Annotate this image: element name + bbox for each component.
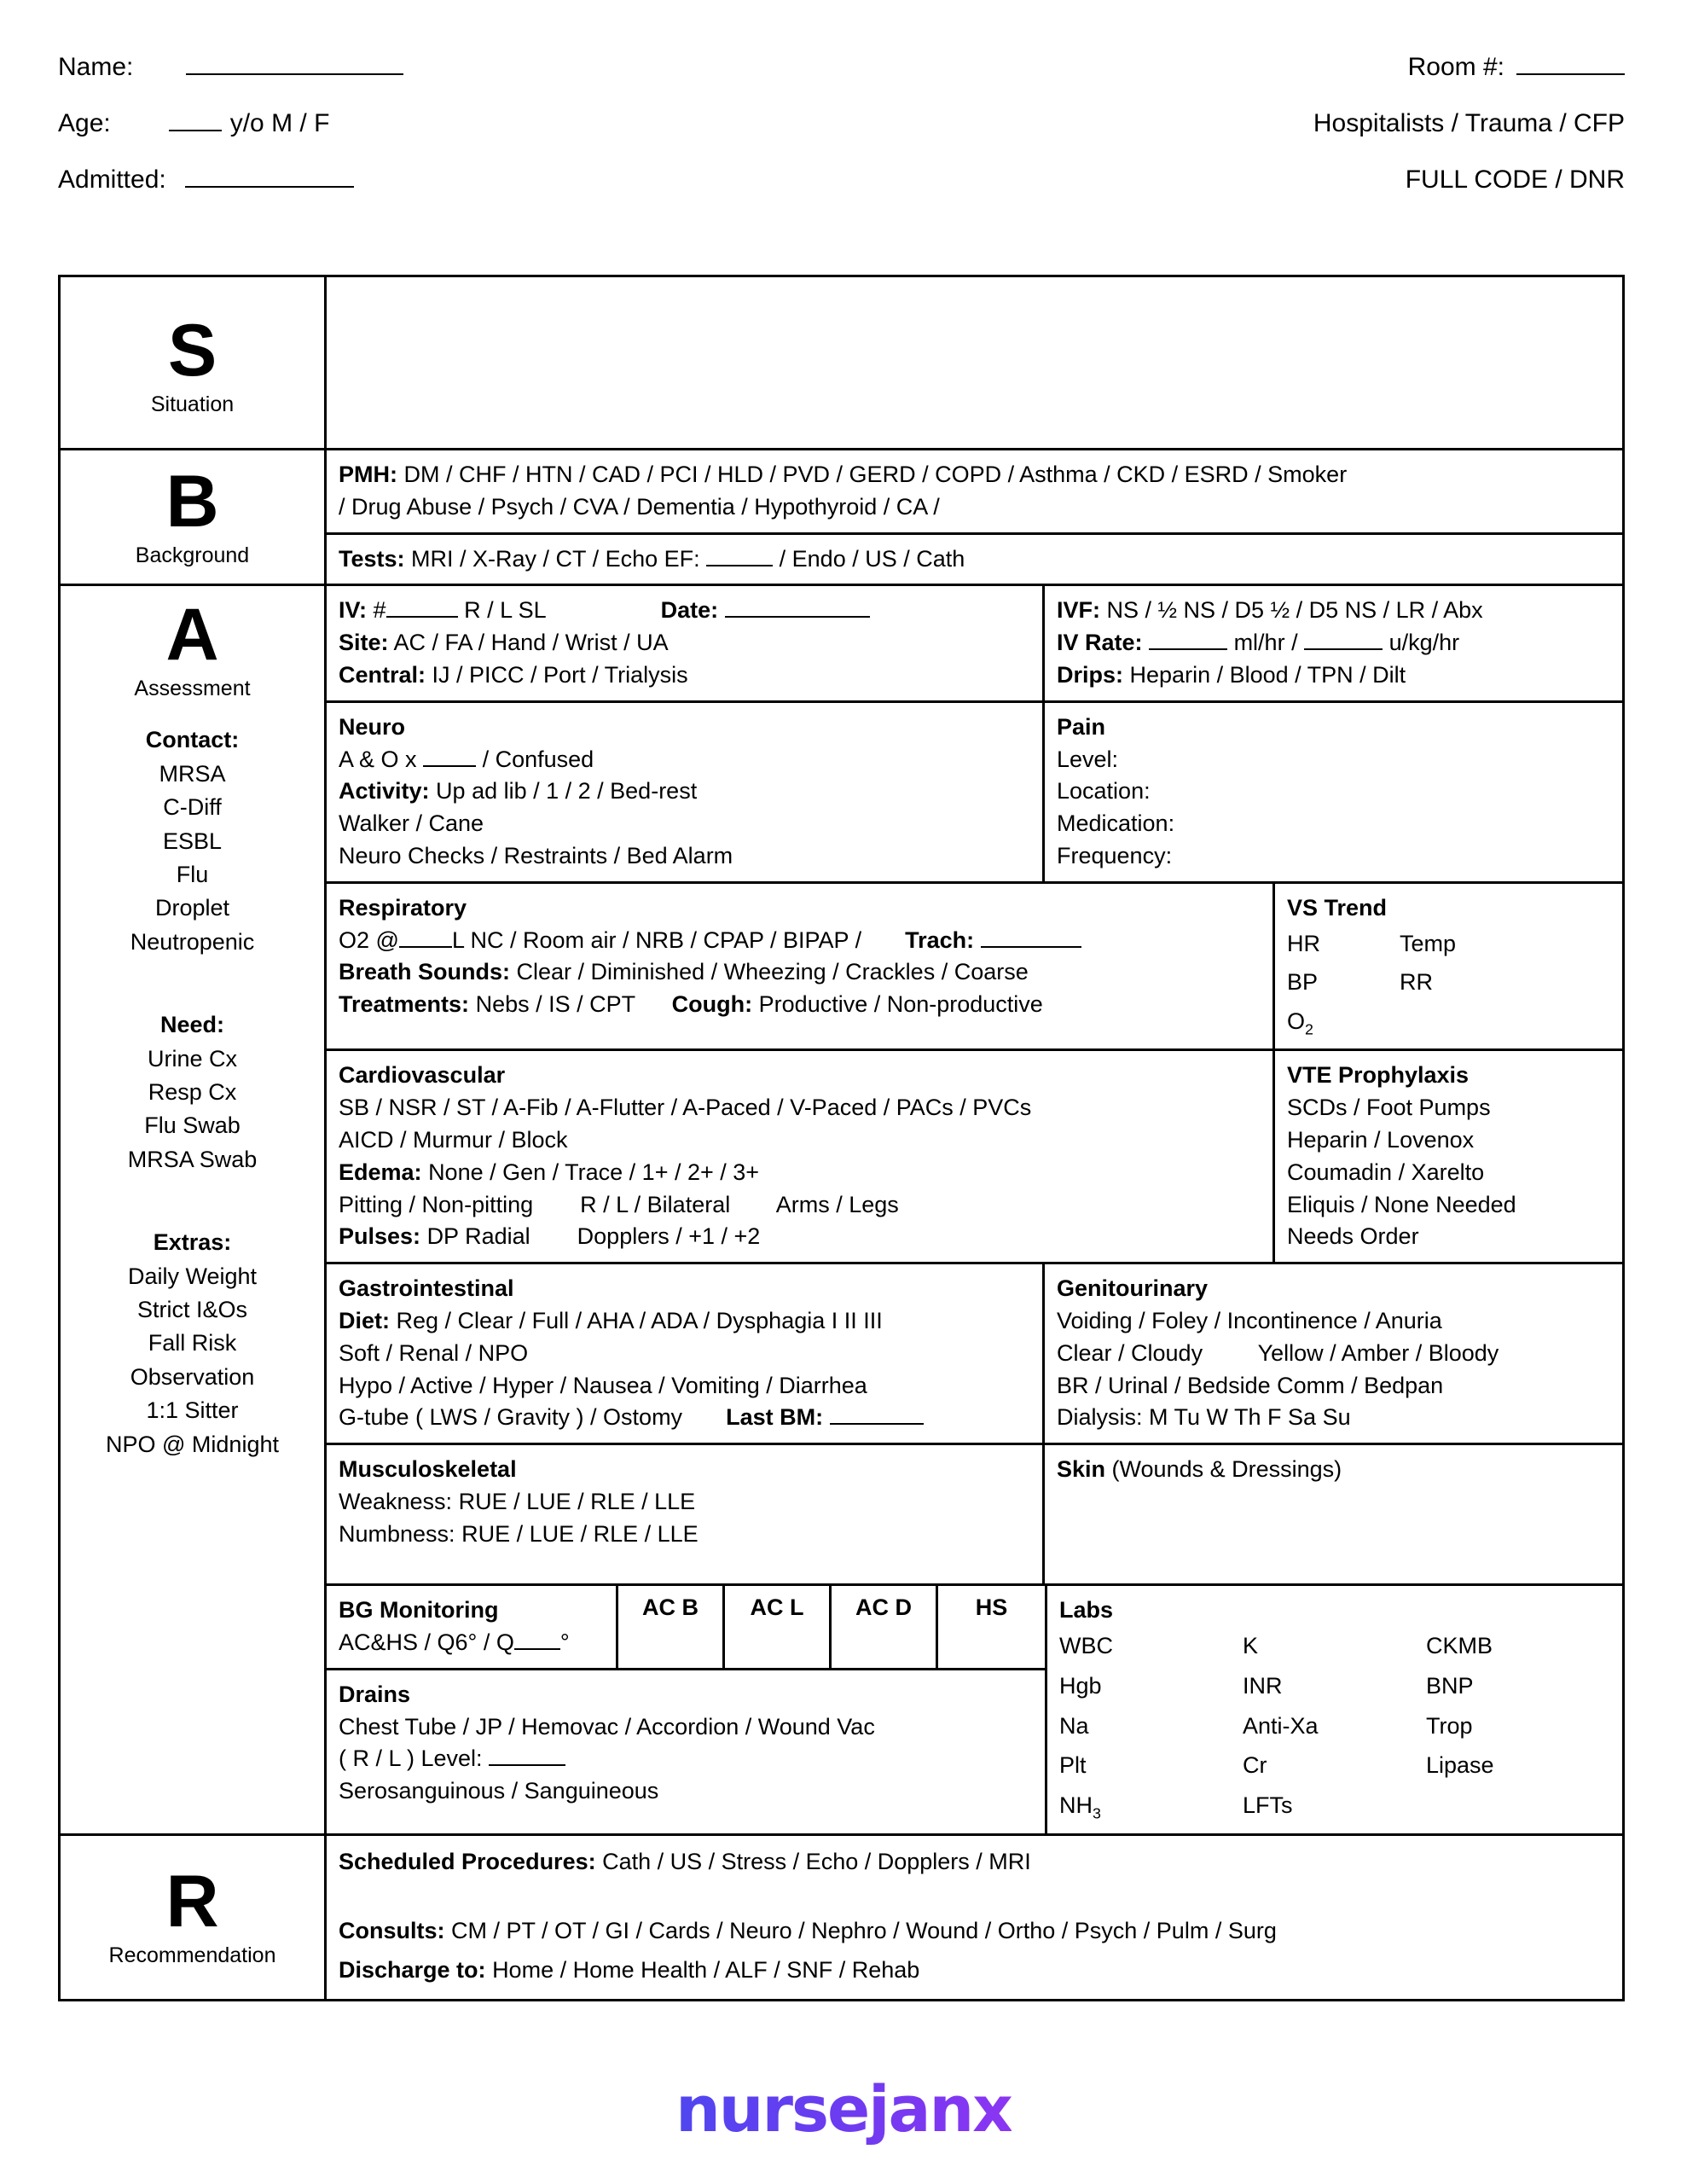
ao-input[interactable]: [423, 745, 476, 767]
pain-heading: Pain: [1057, 713, 1106, 740]
neuro-cell[interactable]: [327, 703, 1045, 881]
header-row-admitted: [58, 162, 1625, 218]
diet-label: Diet:: [339, 1308, 390, 1334]
bg-drains-column: [327, 1586, 1047, 1833]
need-list: [128, 1008, 258, 1176]
edema-options[interactable]: None / Gen / Trace / 1+ / 2+ / 3+: [428, 1159, 760, 1185]
pain-cell[interactable]: [1045, 703, 1622, 881]
drain-type-options[interactable]: Chest Tube / JP / Hemovac / Accordion / Wound Vac: [339, 1713, 875, 1740]
background-body: [327, 450, 1622, 584]
cv-rhythm-options[interactable]: SB / NSR / ST / A-Fib / A-Flutter / A-Paced / V-Paced / PACs / PVCs: [339, 1095, 1032, 1121]
ao-suffix[interactable]: / Confused: [482, 746, 594, 772]
scheduled-procedures-options[interactable]: Cath / US / Stress / Echo / Dopplers / MRI: [602, 1848, 1031, 1874]
code-status[interactable]: FULL CODE / DNR: [1405, 166, 1625, 194]
weakness-label: Weakness:: [339, 1489, 453, 1515]
lab-na[interactable]: Na: [1059, 1712, 1089, 1739]
room-input[interactable]: [1516, 49, 1625, 75]
consults-options[interactable]: CM / PT / OT / GI / Cards / Neuro / Nephro / Wound / Ortho / Psych / Pulm / Surg: [451, 1918, 1277, 1944]
genitourinary-cell[interactable]: [1045, 1264, 1622, 1443]
vte-heading: VTE Prophylaxis: [1287, 1062, 1470, 1089]
bg-schedule-suffix: °: [559, 1629, 570, 1656]
recommendation-band: [61, 1836, 1622, 1999]
contact-precautions-list: [130, 723, 255, 959]
name-input[interactable]: [186, 49, 403, 75]
vte-item-eliquis[interactable]: Eliquis / None Needed: [1287, 1191, 1516, 1217]
iv-site-label: Site:: [339, 630, 389, 656]
drips-label: Drips:: [1057, 661, 1124, 688]
tests-cell[interactable]: [327, 535, 1622, 584]
gi-gu-row: [327, 1264, 1622, 1445]
bg-column-hs-header: HS: [975, 1594, 1008, 1621]
pmh-row: [327, 450, 1622, 535]
skin-cell[interactable]: [1045, 1445, 1622, 1583]
skin-subheading: (Wounds & Dressings): [1111, 1456, 1342, 1483]
ivf-label: IVF:: [1057, 597, 1100, 624]
weakness-options[interactable]: RUE / LUE / RLE / LLE: [458, 1489, 696, 1515]
o2-prefix: O2 @: [339, 926, 399, 953]
contact-item-droplet[interactable]: Droplet: [154, 895, 230, 921]
breath-sounds-label: Breath Sounds:: [339, 959, 511, 985]
bg-monitoring-row: [327, 1586, 1045, 1670]
gastrointestinal-cell[interactable]: [327, 1264, 1045, 1443]
contact-item-esbl[interactable]: ESBL: [162, 828, 223, 854]
discharge-to-label: Discharge to:: [339, 1957, 486, 1984]
echo-ef-input[interactable]: [706, 544, 773, 566]
pain-medication-label[interactable]: Medication:: [1057, 810, 1175, 837]
bg-column-ac-d[interactable]: [832, 1586, 938, 1668]
vte-item-heparin[interactable]: Heparin / Lovenox: [1287, 1127, 1475, 1153]
discharge-to-options[interactable]: Home / Home Health / ALF / SNF / Rehab: [492, 1957, 920, 1984]
bg-column-ac-b[interactable]: [618, 1586, 725, 1668]
lab-trop[interactable]: Trop: [1426, 1712, 1473, 1739]
msk-heading: Musculoskeletal: [339, 1456, 517, 1483]
assessment-letter-col: [61, 586, 327, 1833]
vte-prophylaxis-cell[interactable]: [1275, 1051, 1622, 1262]
gi-heading: Gastrointestinal: [339, 1275, 514, 1302]
cv-device-options[interactable]: AICD / Murmur / Block: [339, 1127, 568, 1153]
vs-temp-label[interactable]: Temp: [1400, 930, 1457, 956]
numbness-options[interactable]: RUE / LUE / RLE / LLE: [461, 1520, 699, 1547]
recommendation-word: Recommendation: [108, 1943, 276, 1967]
tests-label: Tests:: [339, 545, 405, 572]
age-input[interactable]: [169, 106, 222, 131]
cardiovascular-vte-row: [327, 1051, 1622, 1264]
drips-options[interactable]: Heparin / Blood / TPN / Dilt: [1129, 661, 1406, 688]
consults-label: Consults:: [339, 1918, 445, 1944]
vte-item-coumadin[interactable]: Coumadin / Xarelto: [1287, 1159, 1485, 1185]
lab-anti-xa[interactable]: Anti-Xa: [1243, 1712, 1319, 1739]
breath-sounds-options[interactable]: Clear / Diminished / Wheezing / Crackles / Coarse: [516, 959, 1029, 985]
vte-item-needs-order[interactable]: Needs Order: [1287, 1223, 1419, 1250]
vs-o2-label[interactable]: $O_2$: [1287, 1008, 1313, 1038]
lab-inr[interactable]: INR: [1243, 1672, 1283, 1699]
vte-item-scds[interactable]: SCDs / Foot Pumps: [1287, 1095, 1491, 1121]
background-band: [61, 450, 1622, 586]
lab-plt[interactable]: Plt: [1059, 1752, 1087, 1779]
respiratory-cell[interactable]: [327, 884, 1275, 1049]
lab-ckmb[interactable]: CKMB: [1426, 1633, 1493, 1659]
bg-column-hs[interactable]: [938, 1586, 1045, 1668]
lab-empty: [1426, 1790, 1610, 1824]
nursejanx-logo: nursejanx: [675, 2073, 1012, 2146]
vs-o2-value[interactable]: [1400, 1006, 1610, 1040]
skin-heading: Skin: [1057, 1456, 1106, 1483]
o2-liters-input[interactable]: [399, 926, 452, 948]
edema-side-options[interactable]: R / L / Bilateral: [580, 1191, 731, 1217]
iv-count-input[interactable]: [386, 596, 458, 619]
situation-notes-area[interactable]: [327, 277, 1622, 448]
labs-heading: Labs: [1059, 1597, 1114, 1623]
cardiovascular-cell[interactable]: [327, 1051, 1275, 1262]
extras-list: [106, 1226, 279, 1461]
situation-word: Situation: [150, 392, 235, 416]
dialysis-days[interactable]: M Tu W Th F Sa Su: [1149, 1404, 1351, 1431]
ao-prefix: A & O x: [339, 746, 417, 772]
trach-input[interactable]: [981, 926, 1081, 948]
vs-bp-label[interactable]: BP: [1287, 969, 1319, 996]
iv-date-label: Date:: [660, 597, 719, 624]
footer-logo-area: [0, 2073, 1687, 2146]
cardiovascular-heading: Cardiovascular: [339, 1062, 506, 1089]
diet-options[interactable]: Reg / Clear / Full / AHA / ADA / Dysphagia I II III: [396, 1308, 883, 1334]
bg-column-ac-l-header: AC L: [750, 1594, 804, 1621]
need-item-flu-swab[interactable]: Flu Swab: [144, 1112, 241, 1139]
lab-nh3[interactable]: $NH_3$: [1059, 1792, 1101, 1822]
labs-cell[interactable]: [1047, 1586, 1622, 1833]
need-item-resp-cx[interactable]: Resp Cx: [148, 1079, 237, 1106]
toileting-options[interactable]: BR / Urinal / Bedside Comm / Bedpan: [1057, 1372, 1444, 1398]
iv-rate-label: IV Rate:: [1057, 630, 1143, 656]
recommendation-letter: R: [165, 1860, 219, 1943]
pain-level-label[interactable]: Level:: [1057, 746, 1119, 772]
activity-label: Activity:: [339, 778, 430, 804]
edema-limb-options[interactable]: Arms / Legs: [775, 1191, 899, 1217]
gtube-options[interactable]: G-tube ( LWS / Gravity ) / Ostomy: [339, 1404, 683, 1431]
situation-letter: S: [167, 309, 217, 392]
bg-column-ac-d-header: AC D: [855, 1594, 912, 1621]
header-row-name: [58, 49, 1625, 106]
musculoskeletal-cell[interactable]: [327, 1445, 1045, 1583]
ivf-options[interactable]: NS / ½ NS / D5 ½ / D5 NS / LR / Abx: [1106, 597, 1483, 624]
recommendation-letter-col: [61, 1836, 327, 1999]
last-bm-label: Last BM:: [726, 1404, 824, 1431]
activity-options[interactable]: Up ad lib / 1 / 2 / Bed-rest: [436, 778, 698, 804]
bg-column-ac-b-header: AC B: [642, 1594, 699, 1621]
recommendation-cell[interactable]: [327, 1836, 1622, 1999]
pulses-options[interactable]: DP Radial: [426, 1223, 530, 1250]
iv-central-label: Central:: [339, 661, 426, 688]
background-letter: B: [165, 460, 219, 543]
ivf-cell[interactable]: [1045, 586, 1622, 700]
assessment-word: Assessment: [134, 677, 251, 701]
room-label: Room #:: [1407, 53, 1504, 81]
gu-voiding-options[interactable]: Voiding / Foley / Incontinence / Anuria: [1057, 1308, 1442, 1334]
respiratory-vs-row: [327, 884, 1622, 1052]
admitted-input[interactable]: [185, 162, 354, 188]
iv-label: IV:: [339, 597, 368, 624]
need-heading: Need:: [159, 1012, 224, 1038]
pulses-label: Pulses:: [339, 1223, 421, 1250]
vs-trend-cell[interactable]: [1275, 884, 1622, 1049]
diet-options-line2[interactable]: Soft / Renal / NPO: [339, 1339, 529, 1366]
lab-lipase[interactable]: Lipase: [1426, 1752, 1494, 1779]
pmh-label: PMH:: [339, 462, 397, 487]
last-bm-input[interactable]: [830, 1403, 924, 1426]
contact-heading: Contact:: [145, 727, 240, 753]
name-label: Name:: [58, 53, 134, 81]
iv-date-input[interactable]: [725, 596, 870, 619]
gu-heading: Genitourinary: [1057, 1275, 1209, 1302]
respiratory-heading: Respiratory: [339, 894, 467, 921]
drains-heading: Drains: [339, 1681, 411, 1707]
extras-item-strict-ios[interactable]: Strict I&Os: [136, 1297, 247, 1323]
msk-skin-row: [327, 1445, 1622, 1586]
recommendation-body: [327, 1836, 1622, 1999]
trach-label: Trach:: [905, 926, 975, 953]
contact-item-neutropenic[interactable]: Neutropenic: [130, 928, 255, 955]
background-word: Background: [135, 543, 250, 567]
drains-cell[interactable]: [327, 1670, 1045, 1833]
extras-item-sitter[interactable]: 1:1 Sitter: [146, 1397, 239, 1424]
need-item-mrsa-swab[interactable]: MRSA Swab: [127, 1146, 258, 1172]
bowel-sound-options[interactable]: Hypo / Active / Hyper / Nausea / Vomiting / Diarrhea: [339, 1372, 867, 1398]
bg-column-ac-l[interactable]: [725, 1586, 832, 1668]
numbness-label: Numbness:: [339, 1520, 455, 1547]
pmh-cell[interactable]: [327, 450, 1622, 532]
tests-options-part2[interactable]: / Endo / US / Cath: [779, 545, 965, 572]
neuro-heading: Neuro: [339, 713, 406, 740]
treatments-options[interactable]: Nebs / IS / CPT: [475, 991, 635, 1018]
situation-body: [327, 277, 1622, 448]
sbar-table: [58, 275, 1625, 2001]
lab-wbc[interactable]: WBC: [1059, 1633, 1113, 1659]
drain-level-prefix[interactable]: ( R / L ) Level:: [339, 1745, 483, 1772]
vs-hr-label[interactable]: HR: [1287, 930, 1320, 956]
lab-cr[interactable]: Cr: [1243, 1752, 1267, 1779]
iv-central-options[interactable]: IJ / PICC / Port / Trialysis: [432, 661, 688, 688]
contact-item-flu[interactable]: Flu: [176, 862, 209, 888]
tests-row: [327, 535, 1622, 584]
background-letter-col: [61, 450, 327, 584]
dialysis-label: Dialysis:: [1057, 1404, 1143, 1431]
vs-rr-label[interactable]: RR: [1400, 969, 1433, 996]
lab-hgb[interactable]: Hgb: [1059, 1672, 1102, 1699]
extras-item-daily-weight[interactable]: Daily Weight: [127, 1263, 258, 1289]
neuro-checks-options[interactable]: Neuro Checks / Restraints / Bed Alarm: [339, 842, 733, 868]
bg-monitoring-heading: BG Monitoring: [339, 1597, 499, 1623]
extras-item-npo-midnight[interactable]: NPO @ Midnight: [106, 1431, 279, 1457]
iv-site-options[interactable]: AC / FA / Hand / Wrist / UA: [393, 630, 669, 656]
lab-lfts[interactable]: LFTs: [1243, 1792, 1293, 1819]
service-line[interactable]: Hospitalists / Trauma / CFP: [1313, 109, 1625, 137]
iv-side-options[interactable]: R / L SL: [464, 597, 546, 624]
bg-labs-row: [327, 1586, 1622, 1833]
urine-clarity-options[interactable]: Clear / Cloudy: [1057, 1339, 1203, 1366]
patient-header: [58, 49, 1625, 218]
extras-heading: Extras:: [153, 1229, 232, 1256]
pmh-options-line1[interactable]: DM / CHF / HTN / CAD / PCI / HLD / PVD / GERD / COPD / Asthma / CKD / ESRD / Smoker: [403, 462, 1348, 487]
tests-options-part1[interactable]: MRI / X-Ray / CT / Echo EF:: [411, 545, 700, 572]
age-label: Age:: [58, 109, 111, 137]
iv-ivf-row: [327, 586, 1622, 702]
dopplers-options[interactable]: Dopplers / +1 / +2: [577, 1223, 761, 1250]
need-item-urine-cx[interactable]: Urine Cx: [147, 1045, 238, 1072]
situation-band: [61, 277, 1622, 450]
contact-item-mrsa[interactable]: MRSA: [159, 760, 226, 787]
age-suffix[interactable]: y/o M / F: [229, 109, 330, 137]
edema-label: Edema:: [339, 1159, 422, 1185]
bg-schedule-input[interactable]: [514, 1628, 560, 1650]
cough-options[interactable]: Productive / Non-productive: [758, 991, 1043, 1018]
iv-rate-unit1: ml/hr /: [1233, 630, 1298, 656]
contact-item-cdiff[interactable]: C-Diff: [163, 794, 222, 821]
iv-rate-unit2: u/kg/hr: [1388, 630, 1460, 656]
assessment-letter: A: [165, 594, 219, 677]
situation-letter-col: [61, 277, 327, 448]
treatments-label: Treatments:: [339, 991, 470, 1018]
bg-schedule-prefix[interactable]: AC&HS / Q6° / Q: [339, 1629, 514, 1656]
vs-trend-heading: VS Trend: [1287, 894, 1388, 921]
bg-monitoring-cell[interactable]: [327, 1586, 618, 1668]
iv-cell[interactable]: [327, 586, 1045, 700]
assessment-body: [327, 586, 1622, 1833]
header-row-age: [58, 106, 1625, 162]
extras-item-fall-risk[interactable]: Fall Risk: [148, 1330, 237, 1356]
o2-delivery-options[interactable]: L NC / Room air / NRB / CPAP / BIPAP /: [451, 926, 862, 953]
lab-k[interactable]: K: [1243, 1633, 1259, 1659]
iv-rate-ukghr-input[interactable]: [1304, 629, 1383, 651]
assessment-band: [61, 586, 1622, 1835]
extras-item-observation[interactable]: Observation: [130, 1363, 255, 1390]
admitted-label: Admitted:: [58, 166, 166, 194]
pain-frequency-label[interactable]: Frequency:: [1057, 842, 1173, 868]
drainage-character-options[interactable]: Serosanguinous / Sanguineous: [339, 1778, 659, 1804]
neuro-pain-row: [327, 703, 1622, 884]
cough-label: Cough:: [671, 991, 753, 1018]
iv-rate-mlhr-input[interactable]: [1149, 629, 1227, 651]
pmh-options-line2[interactable]: / Drug Abuse / Psych / CVA / Dementia / Hypothyroid / CA /: [339, 493, 940, 520]
pitting-options[interactable]: Pitting / Non-pitting: [339, 1191, 534, 1217]
iv-hash: #: [373, 597, 386, 624]
scheduled-procedures-label: Scheduled Procedures:: [339, 1848, 596, 1874]
drain-level-input[interactable]: [489, 1745, 565, 1767]
urine-color-options[interactable]: Yellow / Amber / Bloody: [1257, 1339, 1499, 1366]
pain-location-label[interactable]: Location:: [1057, 778, 1151, 804]
lab-bnp[interactable]: BNP: [1426, 1672, 1474, 1699]
assist-devices[interactable]: Walker / Cane: [339, 810, 484, 837]
